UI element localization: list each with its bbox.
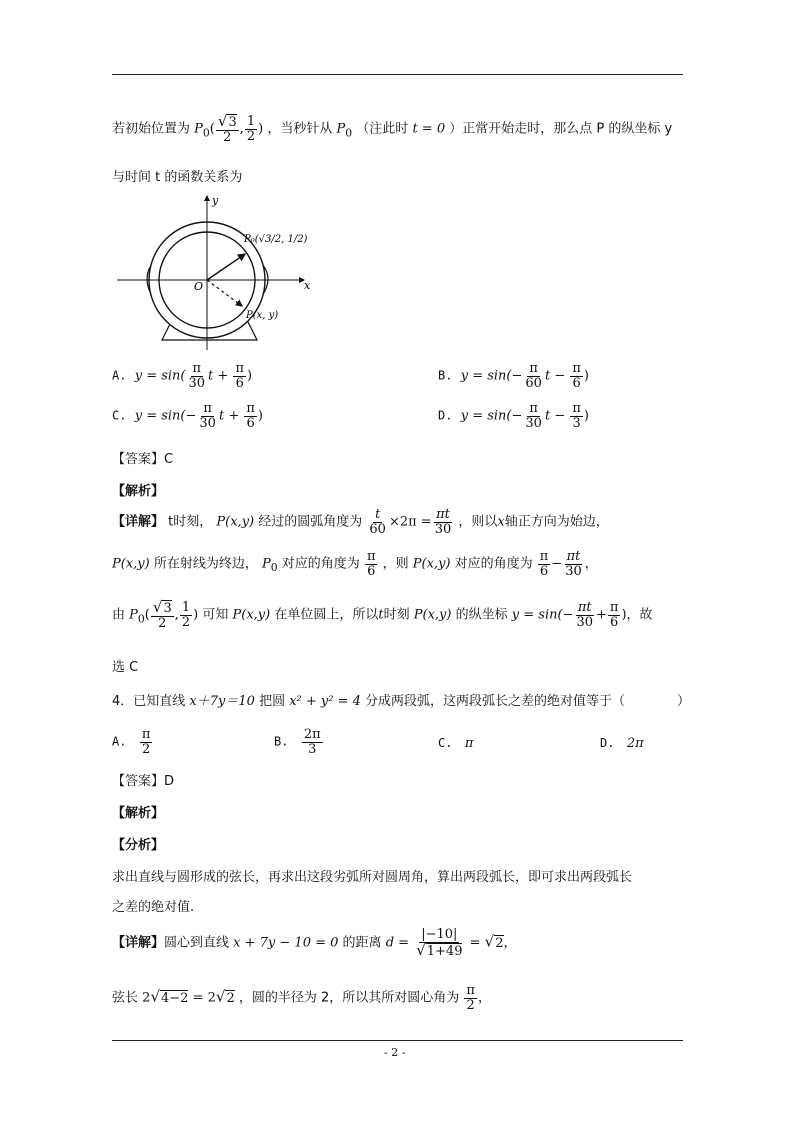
q4-a-num: π bbox=[141, 727, 151, 742]
option-c-yeq: y = sin( bbox=[134, 408, 186, 424]
detail-s2b: 所在射线为终边， bbox=[153, 556, 258, 572]
q4-chord-eq: = 2 bbox=[192, 990, 216, 1006]
q4-answer: 【答案】D bbox=[112, 774, 175, 789]
clock-figure bbox=[112, 192, 322, 352]
num-pi: π bbox=[192, 361, 202, 376]
detail-s3h: 的纵坐标 bbox=[455, 607, 508, 623]
den-60: 60 bbox=[369, 521, 386, 537]
q4-chord-line: 弦长 2√4−2 = 2√2 ，圆的半径为 2，所以其所对圆心角为 $\frac{\pi}{2}$ ， bbox=[112, 983, 491, 1013]
q3-detail-line-4: 选 C bbox=[112, 660, 139, 675]
option-d-label: D. bbox=[438, 408, 453, 423]
q4-fenxi-text-2: 之差的绝对值. bbox=[112, 900, 195, 915]
num-1: 1 bbox=[246, 114, 256, 130]
q4-chord-den: 2 bbox=[466, 997, 475, 1013]
frac-t-60 bbox=[367, 508, 388, 536]
q4-option-b-label: B. bbox=[274, 734, 289, 749]
detail-tag: 【详解】 bbox=[112, 514, 165, 530]
p0-symbol-2: P bbox=[336, 121, 346, 137]
q4-dist-frac: $\frac{|-10|}{√1+49}$ bbox=[416, 927, 463, 959]
detail-s3c: P(x,y) bbox=[232, 607, 271, 623]
frac-pit-30b bbox=[563, 550, 584, 578]
frac-pi-6b bbox=[570, 362, 583, 390]
detail-s2e: ，则 bbox=[382, 556, 409, 572]
axis-x-label: x bbox=[304, 279, 311, 292]
q4-option-a bbox=[112, 728, 153, 756]
q4-option-c bbox=[438, 736, 473, 751]
q4-detail-b: 的距离 bbox=[342, 935, 382, 951]
q4-line-eq: x＋7y＝10 bbox=[189, 694, 255, 709]
den-30: 30 bbox=[188, 375, 206, 391]
frac-pi-6c bbox=[244, 402, 257, 430]
den-30: 30 bbox=[434, 521, 452, 537]
option-b-label: B. bbox=[438, 368, 453, 383]
q4-chord-a: 弦长 bbox=[112, 990, 139, 1006]
num-pi: π bbox=[572, 361, 581, 376]
q3-answer: 【答案】C bbox=[112, 452, 174, 467]
detail-s1b: P(x,y) bbox=[216, 514, 255, 530]
p0-label: P₀(√3/2, 1/2) bbox=[244, 234, 308, 245]
q4-detail-d: d = bbox=[385, 935, 410, 951]
frac-1-2b: $\frac{1}{2}$ bbox=[181, 600, 191, 630]
detail-s2d: 对应的角度为 bbox=[281, 556, 360, 572]
q4-stem-c: 分成两段弧，这两段弧长之差的绝对值等于（ ） bbox=[365, 694, 691, 709]
q4-option-c-label: C. bbox=[438, 736, 453, 750]
detail-s3i: y = sin(− bbox=[511, 607, 574, 623]
den-60: 60 bbox=[525, 375, 542, 391]
q4-a-den: 2 bbox=[141, 741, 151, 757]
q4-detail-res2: 2 bbox=[495, 935, 504, 951]
q4-chord-c: ， bbox=[477, 990, 491, 1006]
q4-c-val: π bbox=[464, 736, 474, 751]
num-pi: π bbox=[572, 401, 581, 416]
frac-pi-30 bbox=[187, 362, 208, 390]
option-b-yeq: y = sin( bbox=[460, 368, 512, 384]
detail-s1g: 轴正方向为始边， bbox=[504, 514, 609, 530]
intro-text: 若初始位置为 bbox=[112, 121, 191, 137]
q4-frac-b bbox=[302, 728, 323, 756]
p0-symbol: P bbox=[194, 121, 203, 137]
intro-post: ）正常开始走时，那么点 P 的纵坐标 y bbox=[449, 121, 673, 137]
t-zero: t = 0 bbox=[412, 121, 446, 137]
p0-sub-3: 0 bbox=[270, 561, 278, 575]
p-label: P(x, y) bbox=[246, 310, 279, 321]
q4-chord-inner: 4−2 bbox=[161, 990, 189, 1006]
num-pi: π bbox=[529, 361, 538, 376]
q3-analysis-heading: 【解析】 bbox=[112, 484, 165, 499]
q4-d-val: 2π bbox=[626, 736, 644, 751]
den-3: 3 bbox=[572, 415, 581, 431]
q4-stem-a: 4．已知直线 bbox=[112, 694, 186, 709]
frac-pi-6f: $\frac{\pi}{6}$ bbox=[609, 600, 619, 630]
num-pit: πt bbox=[566, 549, 581, 564]
detail-s2g: 对应的角度为 bbox=[454, 556, 533, 572]
den-6: 6 bbox=[246, 415, 255, 431]
q4-detail-res: = bbox=[469, 935, 481, 951]
q4-detail-tag: 【详解】 bbox=[112, 935, 165, 951]
detail-s3d: 在单位圆上，所以 bbox=[274, 607, 379, 623]
num-pi: π bbox=[246, 401, 255, 416]
detail-s2a: P(x,y) bbox=[112, 556, 150, 572]
num-t: t bbox=[375, 507, 381, 522]
q4-option-d bbox=[600, 736, 644, 751]
q4-chord-expr: 2 bbox=[142, 990, 151, 1006]
num-pi: π bbox=[529, 401, 538, 416]
detail-s1a: t时刻， bbox=[168, 514, 213, 530]
den-30: 30 bbox=[565, 563, 582, 579]
den-30: 30 bbox=[199, 415, 216, 431]
q4-b-num: 2π bbox=[303, 727, 321, 742]
q3-detail-line-1 bbox=[112, 508, 609, 536]
intro-line-1: 若初始位置为 $P_0$( $\frac{√3}{2}$ , $\frac{1}{2}$ ) ，当秒针从 $P_0$ （注此时 t = 0 ）正常开始走时，那么点 P 的纵坐标 y bbox=[112, 112, 673, 145]
q4-b-den: 3 bbox=[308, 741, 317, 757]
q4-detail-c: ， bbox=[503, 935, 517, 951]
num-pi: π bbox=[235, 361, 244, 376]
q4-option-b bbox=[274, 728, 324, 756]
frac-pi-30c bbox=[197, 402, 218, 430]
option-c-label: C. bbox=[112, 408, 127, 423]
den-30: 30 bbox=[525, 415, 542, 431]
num-pi: π bbox=[203, 401, 212, 416]
option-d: D. y = sin(− $\frac{\pi}{30}$ t − $\frac{\pi}{3}$ ) bbox=[438, 401, 589, 431]
q4-dist-num: |−10| bbox=[421, 927, 458, 942]
p0-sub-2: 0 bbox=[345, 126, 353, 140]
q4-fenxi-heading: 【分析】 bbox=[112, 838, 165, 853]
p0-sub: 0 bbox=[202, 126, 210, 140]
q4-chord-two: 2 bbox=[226, 990, 235, 1006]
detail-s3j: ，故 bbox=[626, 607, 653, 623]
detail-s3a: 由 bbox=[112, 607, 126, 623]
frac-pi-3 bbox=[570, 402, 583, 430]
detail-s3g: P(x,y) bbox=[413, 607, 452, 623]
q3-detail-line-2: P(x,y) 所在射线为终边， $P_0$ 对应的角度为 $\frac{\pi}{6}$ ，则 P(x,y) 对应的角度为 $\frac{\pi}{6}$ − $\frac{\pi t}{30}$ ， bbox=[112, 549, 598, 579]
option-a: A. y = sin( $\frac{\pi}{30}$ t + $\frac{\pi}{6}$ ) bbox=[112, 361, 253, 391]
detail-s1e: ，则以 bbox=[458, 514, 498, 530]
q4-detail-eq: x + 7y − 10 = 0 bbox=[233, 935, 339, 951]
page-number: - 2 - bbox=[384, 1046, 406, 1059]
frac-pi-6 bbox=[233, 362, 246, 390]
detail-s3b: 可知 bbox=[202, 607, 229, 623]
q4-analysis-heading: 【解析】 bbox=[112, 806, 165, 821]
den-6: 6 bbox=[572, 375, 581, 391]
intro-line-2: 与时间 t 的函数关系为 bbox=[112, 170, 243, 185]
q4-frac-a bbox=[140, 728, 153, 756]
q4-chord-frac bbox=[464, 984, 477, 1012]
origin-label: O bbox=[194, 280, 204, 293]
detail-s2f: P(x,y) bbox=[412, 556, 451, 572]
q4-dist-den: 1+49 bbox=[426, 943, 463, 959]
frac-pi-6e: $\frac{\pi}{6}$ bbox=[539, 549, 549, 579]
frac-1-over-2 bbox=[245, 115, 257, 143]
detail-s2c: P bbox=[262, 556, 271, 572]
frac-sqrt3-2b: $\frac{√3}{2}$ bbox=[152, 598, 172, 631]
option-d-yeq: y = sin( bbox=[460, 408, 512, 424]
q4-chord-num: π bbox=[466, 983, 475, 998]
q4-detail-a: 圆心到直线 bbox=[164, 935, 230, 951]
num-pit: πt bbox=[436, 507, 450, 522]
q4-circle-eq: x² + y² = 4 bbox=[289, 694, 361, 709]
den-2: 2 bbox=[223, 129, 232, 145]
frac-pi-60 bbox=[523, 362, 544, 390]
axis-y-label: y bbox=[212, 194, 219, 207]
option-a-yeq: y = sin( bbox=[134, 368, 186, 384]
q3-detail-line-3: 由 $P_0$( $\frac{√3}{2}$ , $\frac{1}{2}$ ) 可知 P(x,y) 在单位圆上，所以t时刻 P(x,y) 的纵坐标 y = sin(− $\frac{\pi t}{30}$ + $\frac{\pi}{6}$ )，故 bbox=[112, 598, 653, 631]
intro-mid: ，当秒针从 bbox=[267, 121, 333, 137]
detail-s3f: 时刻 bbox=[383, 607, 410, 623]
q4-detail-line: 【详解】圆心到直线 x + 7y − 10 = 0 的距离 d = $\frac{|-10|}{√1+49}$ = √2， bbox=[112, 927, 517, 959]
den-6: 6 bbox=[235, 375, 244, 391]
option-c: C. y = sin(− $\frac{\pi}{30}$ t + $\frac{\pi}{6}$ ) bbox=[112, 401, 263, 431]
q4-fenxi-text-1: 求出直线与圆形成的弦长，再求出这段劣弧所对圆周角，算出两段弧长，即可求出两段弧长 bbox=[112, 870, 633, 885]
top-rule bbox=[112, 74, 683, 75]
q4-option-a-label: A. bbox=[112, 734, 127, 749]
detail-s1f: x bbox=[497, 514, 505, 530]
frac-sqrt3-over-2: $\frac{√3}{2}$ bbox=[217, 112, 237, 145]
q4-option-d-label: D. bbox=[600, 736, 615, 750]
intro-mid2: （注此时 bbox=[356, 121, 409, 137]
detail-s3e: t bbox=[378, 607, 384, 623]
frac-pi-30d bbox=[523, 402, 544, 430]
detail-s1d: ×2π = bbox=[388, 514, 432, 530]
sqrt3-value: 3 bbox=[228, 115, 237, 130]
frac-pit-30 bbox=[433, 508, 454, 536]
den-2b: 2 bbox=[246, 128, 256, 144]
detail-s1c: 经过的圆弧角度为 bbox=[258, 514, 363, 530]
q4-stem bbox=[112, 690, 690, 709]
q4-chord-b: ，圆的半径为 2，所以其所对圆心角为 bbox=[238, 990, 460, 1006]
frac-pit-30c: $\frac{\pi t}{30}$ bbox=[576, 600, 593, 630]
option-b: B. y = sin(− $\frac{\pi}{60}$ t − $\frac{\pi}{6}$ ) bbox=[438, 361, 589, 391]
option-a-label: A. bbox=[112, 368, 127, 383]
q4-stem-b: 把圆 bbox=[259, 694, 286, 709]
frac-pi-6d: $\frac{\pi}{6}$ bbox=[366, 549, 376, 579]
bottom-rule bbox=[112, 1040, 683, 1041]
